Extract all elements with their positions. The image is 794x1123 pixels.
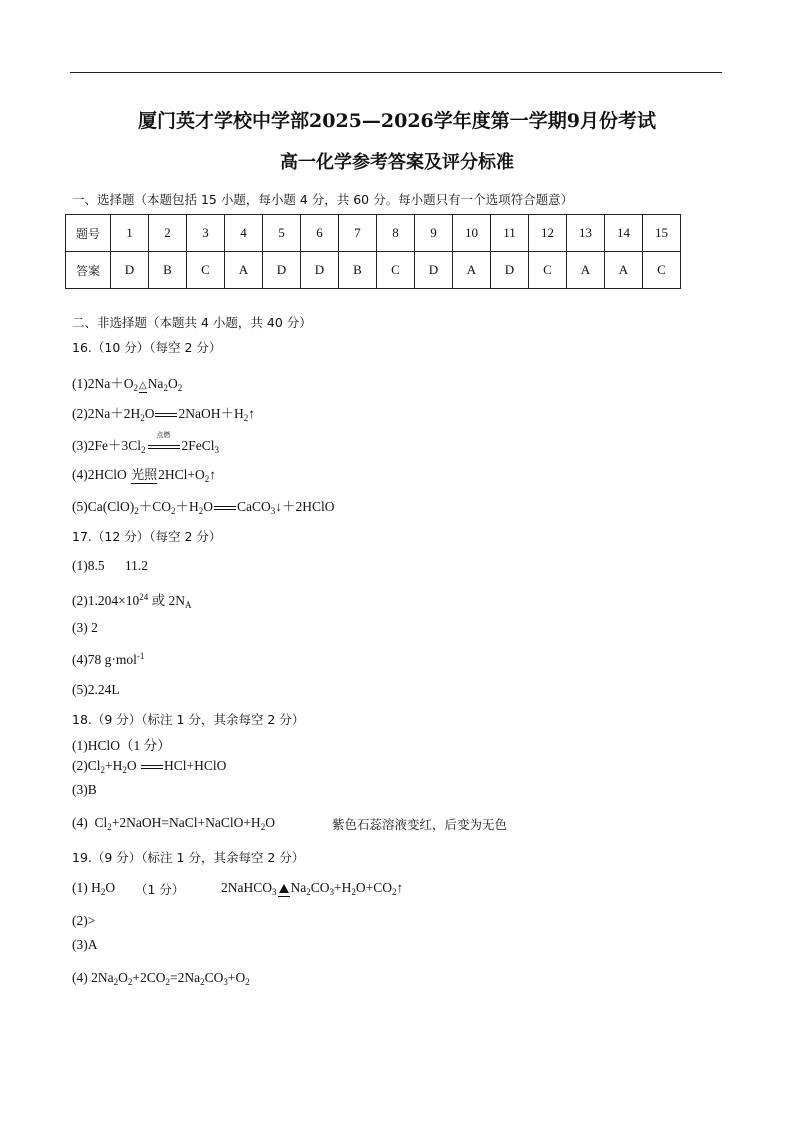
top-rule <box>70 72 722 73</box>
q17-header: 17.（12 分）（每空 2 分） <box>72 529 222 544</box>
q18-header: 18.（9 分）（标注 1 分，其余每空 2 分） <box>72 712 305 727</box>
answer-row <box>66 252 681 289</box>
question-number: 15 <box>643 215 681 252</box>
q16-answer-4: (4)2HClO 光照$2HCl+O_2↑$ <box>72 464 216 484</box>
q18-answer-1: (1)HClO（1 分） <box>72 738 171 753</box>
answer-cell: D <box>263 252 301 289</box>
question-number: 10 <box>453 215 491 252</box>
answer-cell: B <box>339 252 377 289</box>
q19-answer-1: (1) $H_2O$ <box>72 880 116 897</box>
answer-cell: B <box>149 252 187 289</box>
condition-light: 光照 <box>131 464 157 484</box>
question-number: 12 <box>529 215 567 252</box>
answer-cell: D <box>415 252 453 289</box>
answer-cell: D <box>491 252 529 289</box>
question-number: 1 <box>111 215 149 252</box>
question-number: 9 <box>415 215 453 252</box>
question-number: 2 <box>149 215 187 252</box>
question-number: 5 <box>263 215 301 252</box>
q16-answer-1: $(1)2Na+O_2\triangle Na_2O_2$ <box>72 376 183 393</box>
answer-table <box>65 214 681 289</box>
answer-cell: C <box>377 252 415 289</box>
q17-answer-5: (5)2.24L <box>72 682 120 697</box>
q18-answer-2: $(2)Cl_2+H_2O$ HCl+HClO <box>72 758 227 775</box>
answer-cell: A <box>225 252 263 289</box>
question-number: 14 <box>605 215 643 252</box>
condition-ignite: 点燃 <box>156 431 171 439</box>
q19-answer-1-note: （1 分） <box>135 882 185 897</box>
page-subtitle: 高一化学参考答案及评分标准 <box>280 152 514 173</box>
q17-answer-4: (4)78 g·mol$^{-1}$ <box>72 651 145 667</box>
question-number: 6 <box>301 215 339 252</box>
section2-heading: 二、非选择题（本题共 4 小题，共 40 分） <box>72 315 312 330</box>
answer-cell: C <box>529 252 567 289</box>
q17-answer-3: (3) 2 <box>72 620 98 635</box>
q16-answer-5: $(5)Ca(ClO)_2+CO_2+H_2O$ CaCO$_3$↓＋2HClO <box>72 499 335 516</box>
answer-cell: C <box>187 252 225 289</box>
q19-answer-1-equation: 2NaHCO$_3$ $Na_2CO_3+H_2O+CO_2↑$ <box>221 880 404 897</box>
answer-cell: A <box>567 252 605 289</box>
q19-answer-3: (3)A <box>72 937 98 952</box>
q16-answer-2: $(2)2Na+2H_2O$ $2NaOH+H_2↑$ <box>72 406 255 423</box>
answer-cell: D <box>301 252 339 289</box>
heat-triangle-icon <box>279 884 289 893</box>
question-number: 4 <box>225 215 263 252</box>
answer-cell: A <box>605 252 643 289</box>
q19-answer-4: (4) $2Na_2O_2+2CO_2=2Na_2CO_3+O_2$ <box>72 970 250 987</box>
question-number: 8 <box>377 215 415 252</box>
q19-header: 19.（9 分）（标注 1 分，其余每空 2 分） <box>72 850 305 865</box>
section1-heading: 一、选择题（本题包括 15 小题，每小题 4 分，共 60 分。每小题只有一个选项符合题意） <box>72 192 574 207</box>
q19-answer-2: (2)> <box>72 913 96 928</box>
q18-answer-3: (3)B <box>72 782 97 797</box>
q18-answer-4-note: 紫色石蕊溶液变红，后变为无色 <box>332 817 508 832</box>
question-number: 7 <box>339 215 377 252</box>
answer-cell: D <box>111 252 149 289</box>
q16-header: 16.（10 分）（每空 2 分） <box>72 340 222 355</box>
answer-cell: A <box>453 252 491 289</box>
q17-answer-2: $(2)1.204\times 10^{24}$ 或 $2N_A$ <box>72 592 192 610</box>
row-label-question: 题号 <box>66 215 111 252</box>
q18-answer-4: (4) $Cl_2+2NaOH=NaCl+NaClO+H_2O$ <box>72 815 275 832</box>
q16-answer-3: $(3)2Fe+3Cl_2$ 点燃 2FeCl$_3$ <box>72 431 220 455</box>
question-number-row <box>66 215 681 252</box>
page-title: 厦门英才学校中学部2025—2026学年度第一学期9月份考试 <box>138 110 656 132</box>
question-number: 11 <box>491 215 529 252</box>
question-number: 3 <box>187 215 225 252</box>
answer-cell: C <box>643 252 681 289</box>
row-label-answer: 答案 <box>66 252 111 289</box>
q17-answer-1: (1)8.5 11.2 <box>72 558 148 573</box>
question-number: 13 <box>567 215 605 252</box>
